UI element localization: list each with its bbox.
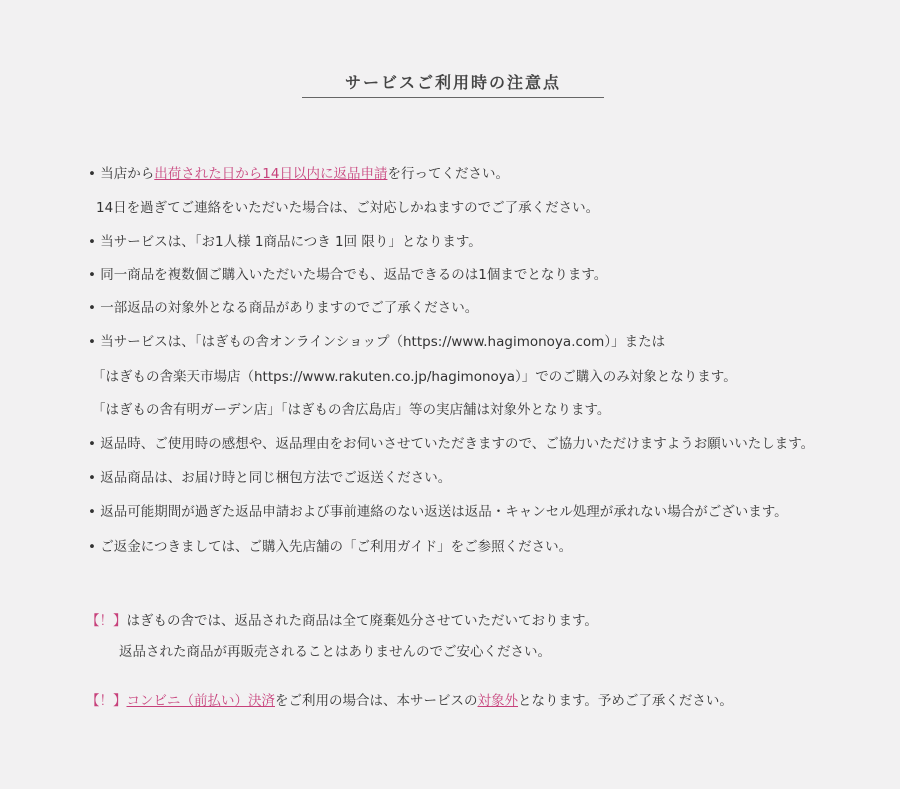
warning-2 [86,692,733,710]
note-1 [88,165,509,183]
page-title: サービスご利用時の注意点 [344,73,561,92]
note-4: • 一部返品の対象外となる商品がありますのでご了承ください。 [88,300,479,316]
note-9: • ご返金につきましては、ご購入先店舗の「ご利用ガイド」をご参照ください。 [88,539,573,555]
warning-mark: 【！】 [86,613,127,629]
warning-mark: 【！】 [86,693,127,709]
note-5: • 当サービスは、「はぎもの舎オンラインショップ（https://www.hagimonoya.com）」または [88,334,666,350]
note-5-continuation-2: 「はぎもの舎有明ガーデン店」「はぎもの舎広島店」等の実店舗は対象外となります。 [92,402,611,418]
note-5-continuation-1: 「はぎもの舎楽天市場店（https://www.rakuten.co.jp/hagimonoya）」でのご購入のみ対象となります。 [92,369,737,385]
note-3: • 同一商品を複数個ご購入いただいた場合でも、返品できるのは1個までとなります。 [88,267,608,283]
note-1-suffix: を行ってください。 [387,166,509,182]
warning-2-middle: をご利用の場合は、本サービスの [275,693,478,709]
note-1-prefix: • 当店から [88,166,155,182]
note-8: • 返品可能期間が過ぎた返品申請および事前連絡のない返送は返品・キャンセル処理が承れない場合がございます。 [88,504,788,520]
note-1-continuation: 14日を過ぎてご連絡をいただいた場合は、ご対応しかねますのでご了承ください。 [96,200,600,216]
convenience-store-payment-link[interactable]: コンビニ（前払い）決済 [126,693,275,709]
warning-1 [86,612,598,630]
note-7: • 返品商品は、お届け時と同じ梱包方法でご返送ください。 [88,470,452,486]
excluded-link[interactable]: 対象外 [477,693,518,709]
return-period-link[interactable]: 出荷された日から14日以内に返品申請 [154,166,388,182]
title-underline [302,97,604,98]
warning-1-text: はぎもの舎では、返品された商品は全て廃棄処分させていただいております。 [126,613,598,629]
warning-2-suffix: となります。予めご了承ください。 [518,693,733,709]
warning-1-continuation: 返品された商品が再販売されることはありませんのでご安心ください。 [119,644,551,660]
note-6: • 返品時、ご使用時の感想や、返品理由をお伺いさせていただきますので、ご協力いただけますようお願いいたします。 [88,436,815,452]
note-2: • 当サービスは、「お1人様 1商品につき 1回 限り」となります。 [88,234,482,250]
